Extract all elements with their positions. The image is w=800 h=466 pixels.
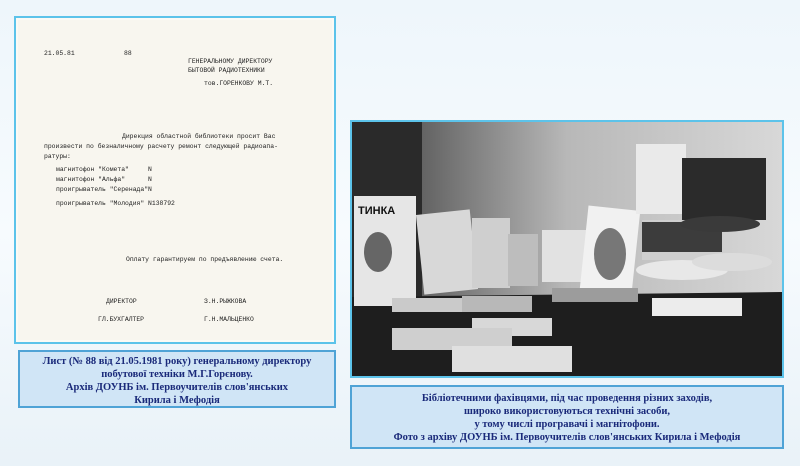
letter-caption-line-1: Лист (№ 88 від 21.05.1981 року) генеральному директору	[42, 356, 312, 367]
letter-sign-role-2: ГЛ.БУХГАЛТЕР	[98, 316, 145, 323]
photo-illustration	[352, 122, 782, 376]
letter-caption	[18, 350, 336, 408]
letter-body-1: Дирекция областной библиотеки просит Вас	[122, 133, 276, 140]
book	[392, 298, 462, 312]
letter-date: 21.05.81	[44, 50, 75, 57]
letter-item-3: проигрыватель "Серенада"N	[56, 186, 152, 193]
letter-addressee-2: БЫТОВОЙ РАДИОТЕХНИКИ	[188, 67, 265, 74]
letter-caption-line-3: Архів ДОУНБ ім. Первоучителів слов'янських	[65, 382, 289, 394]
letter-addressee-3: тов.ГОРЕНКОВУ М.Т.	[204, 80, 274, 87]
photo-caption-line-2: широко використовуються технічні засоби,	[464, 406, 670, 418]
letter-paper	[18, 20, 332, 340]
book-stand	[472, 218, 510, 288]
poster-sign: ТИНКА	[358, 205, 396, 217]
letter-number: 88	[124, 50, 132, 57]
letter-addressee-1: ГЕНЕРАЛЬНОМУ ДИРЕКТОРУ	[188, 58, 273, 65]
letter-sign-name-2: Г.Н.МАЛЬЦЕНКО	[204, 316, 254, 323]
photo-caption	[350, 385, 784, 449]
letter-body-2: произвести по безналичному расчету ремонт следующей радиоапа-	[44, 143, 278, 150]
photo-caption-line-3: у тому числі програвачі і магнітофони.	[474, 419, 660, 431]
vinyl-record	[692, 253, 772, 271]
photo-caption-line-4: Фото з архіву ДОУНБ ім. Первоучителів слов'янських Кирила і Мефодія	[393, 432, 741, 444]
letter-item-1: магнитофон "Комета" N	[56, 166, 152, 173]
letter-caption-line-4: Кирила і Мефодія	[134, 395, 220, 407]
letter-sign-name-1: З.Н.РЫЖКОВА	[204, 298, 247, 305]
letter-caption-line-2: побутової техніки М.Г.Горєнову.	[101, 369, 253, 381]
letter-sign-role-1: ДИРЕКТОР	[106, 298, 137, 305]
book	[462, 296, 532, 312]
record-portrait	[594, 228, 626, 280]
letter-item-2: магнитофон "Альфа" N	[56, 176, 152, 183]
letter-payment: Оплату гарантируем по предъявлению счета.	[126, 256, 284, 263]
photo-caption-line-1: Бібліотечними фахівцями, під час проведення різних заходів,	[421, 393, 713, 404]
turntable-platter	[680, 216, 760, 232]
turntable	[682, 158, 766, 220]
letter-item-4: проигрыватель "Молодия" N138792	[56, 200, 175, 207]
book-stand	[416, 209, 478, 294]
record-cover	[636, 144, 686, 214]
book-stand	[508, 234, 538, 286]
book	[552, 288, 638, 302]
archive-photo	[350, 120, 784, 378]
record-stack	[652, 298, 742, 316]
portrait	[364, 232, 392, 272]
book	[452, 346, 572, 372]
letter-body-3: ратуры:	[44, 153, 71, 160]
letter-scan	[14, 16, 336, 344]
